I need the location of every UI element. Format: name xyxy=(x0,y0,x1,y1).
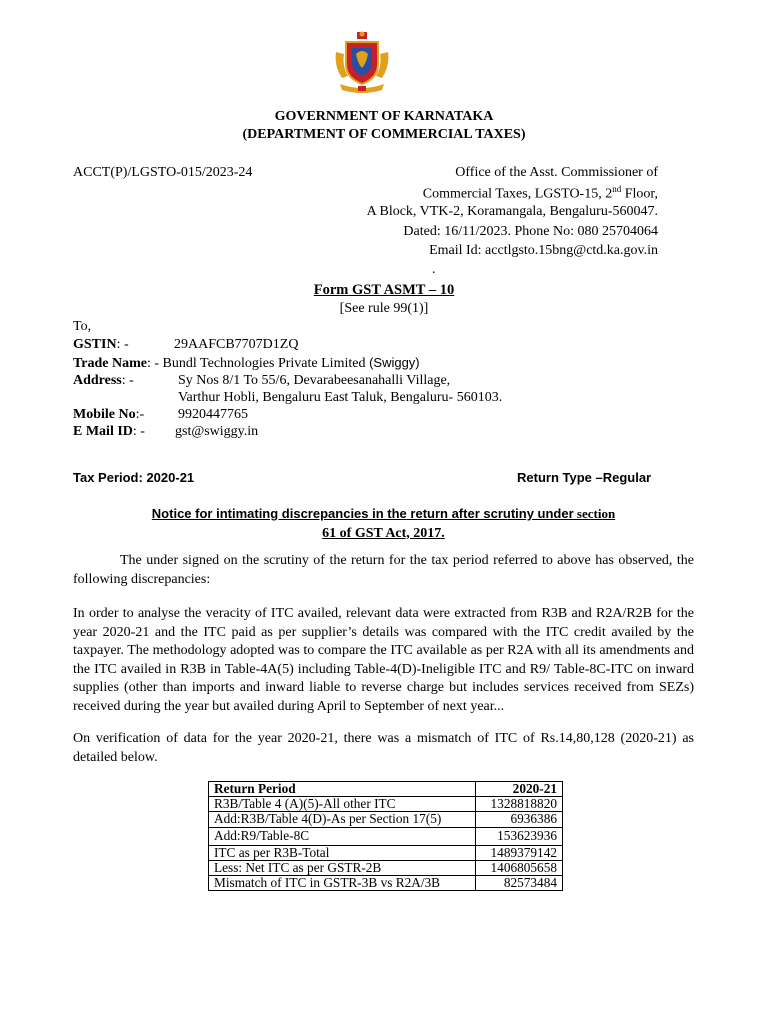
office-line-3: A Block, VTK-2, Koramangala, Bengaluru-560047. xyxy=(366,204,658,219)
table-row xyxy=(209,812,563,827)
table-row xyxy=(209,860,563,875)
notice-title: Notice for intimating discrepancies in the return after scrutiny under section 61 of GST Act, 2017. xyxy=(151,506,616,541)
mobile-value: 9920447765 xyxy=(178,407,248,422)
row-label: Less: Net ITC as per GSTR-2B xyxy=(209,860,476,875)
row-label: Add:R9/Table-8C xyxy=(209,827,476,845)
header-return-period: Return Period xyxy=(209,782,476,797)
office-line-1: Office of the Asst. Commissioner of xyxy=(455,165,658,180)
gstin-value: 29AAFCB7707D1ZQ xyxy=(174,337,299,352)
row-value: 1328818820 xyxy=(476,797,563,812)
trade-name: Trade Name: - Bundl Technologies Private Limited (Swiggy) xyxy=(73,355,420,371)
karnataka-emblem-icon xyxy=(330,30,394,94)
paragraph-methodology: In order to analyse the veracity of ITC availed, relevant data were extracted from R3B and R2A/R2B for the year 2020-21 and the ITC paid as per supplier’s details was compared with the ITC credit availed by the taxpayer. The methodology adopted was to compare the ITC available as per R2A with all its amendments and the ITC availed in R3B in Table-4A(5) including Table-4(D)-Ineligible ITC and R9/ Table-8C-ITC on inward supplies (other than imports and inward liable to reverse charge but includes services received from SEZs) received during the year but availed during April to September of next year... xyxy=(73,606,694,714)
row-value: 1489379142 xyxy=(476,845,563,860)
to-label: To, xyxy=(73,319,92,334)
reference-number: ACCT(P)/LGSTO-015/2023-24 xyxy=(73,165,253,180)
table-row xyxy=(209,845,563,860)
table-row xyxy=(209,827,563,845)
mobile-label: Mobile No:- xyxy=(73,407,145,422)
office-date-phone: Dated: 16/11/2023. Phone No: 080 25704064 xyxy=(403,224,658,239)
paragraph-verification: On verification of data for the year 2020-21, there was a mismatch of ITC of Rs.14,80,128 (2020-21) as detailed below. xyxy=(73,731,694,765)
table-header-row xyxy=(209,782,563,797)
email-value: gst@swiggy.in xyxy=(175,424,259,439)
office-email: Email Id: acctlgsto.15bng@ctd.ka.gov.in xyxy=(429,243,658,258)
gstin-label: GSTIN: - xyxy=(73,337,129,352)
header-year: 2020-21 xyxy=(476,782,563,797)
row-label: R3B/Table 4 (A)(5)-All other ITC xyxy=(209,797,476,812)
address-line-1: Sy Nos 8/1 To 55/6, Devarabeesanahalli Village, xyxy=(178,373,451,388)
row-value: 1406805658 xyxy=(476,860,563,875)
email-label: E Mail ID: - xyxy=(73,424,145,439)
row-value: 153623936 xyxy=(476,827,563,845)
return-type: Return Type –Regular xyxy=(517,470,652,485)
address-line-2: Varthur Hobli, Bengaluru East Taluk, Bengaluru- 560103. xyxy=(178,390,503,405)
tax-period: Tax Period: 2020-21 xyxy=(73,470,195,485)
row-value: 6936386 xyxy=(476,812,563,827)
table-row xyxy=(209,797,563,812)
department-title: (DEPARTMENT OF COMMERCIAL TAXES) xyxy=(242,127,526,142)
office-line-2: Commercial Taxes, LGSTO-15, 2nd Floor, xyxy=(422,184,658,202)
form-title: Form GST ASMT – 10 xyxy=(313,282,455,298)
row-label: Mismatch of ITC in GSTR-3B vs R2A/3B xyxy=(209,875,476,890)
address-label: Address: - xyxy=(73,373,134,388)
government-title: GOVERNMENT OF KARNATAKA xyxy=(274,109,494,124)
table-row xyxy=(209,875,563,890)
itc-mismatch-table xyxy=(208,781,563,891)
row-label: Add:R3B/Table 4(D)-As per Section 17(5) xyxy=(209,812,476,827)
row-label: ITC as per R3B-Total xyxy=(209,845,476,860)
row-value: 82573484 xyxy=(476,875,563,890)
paragraph-intro: The under signed on the scrutiny of the return for the tax period referred to above has observed, the following discrepancies: xyxy=(73,553,694,587)
office-dot: . xyxy=(432,262,436,277)
form-rule: [See rule 99(1)] xyxy=(339,301,429,316)
